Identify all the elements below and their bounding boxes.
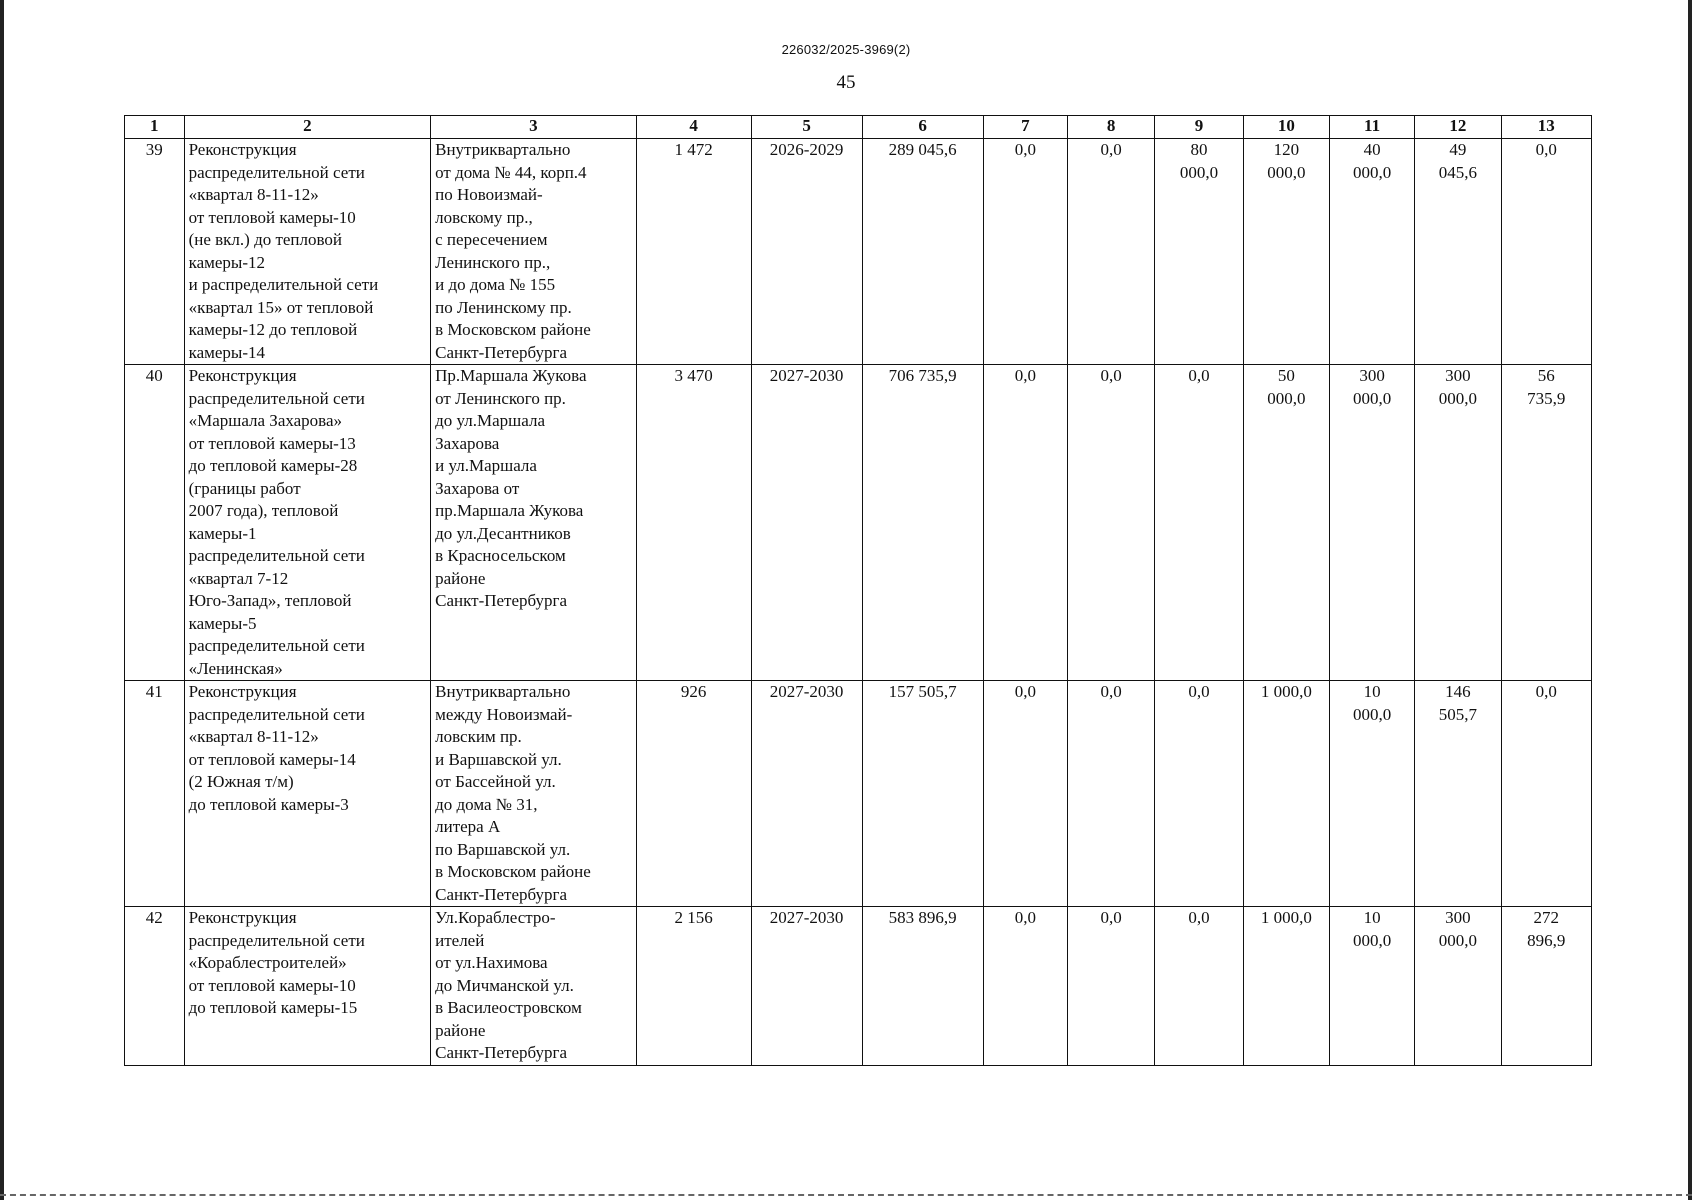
location-line: по Ленинскому пр. xyxy=(435,297,572,317)
object-name-line: 2007 года), тепловой xyxy=(188,501,339,520)
year-value-cell xyxy=(1243,681,1329,907)
location-line: Санкт-Петербурга xyxy=(435,884,568,904)
year-value-cell: 0,0 xyxy=(983,139,1067,365)
investment-program-table xyxy=(124,115,1592,1066)
period-value-cell: 2027-2030 xyxy=(751,681,862,907)
year-value-cell: 0,0 xyxy=(983,681,1067,907)
year-value-line: 000,0 xyxy=(1267,162,1306,182)
year-value-cell: 0,0 xyxy=(1068,365,1155,681)
object-name-line: «Ленинская» xyxy=(188,658,283,678)
year-value-line: 300 xyxy=(1445,908,1471,927)
year-value-line: 896,9 xyxy=(1527,930,1566,950)
object-name-line: (границы работ xyxy=(188,478,301,498)
location-line: в Московском районе xyxy=(435,862,591,881)
location-line: от Бассейной ул. xyxy=(435,772,556,791)
location-line: между Новоизмай- xyxy=(435,704,573,724)
column-header: 5 xyxy=(751,116,862,139)
object-name-line: Реконструкция xyxy=(188,140,297,159)
year-value-cell xyxy=(1243,907,1329,1066)
year-value-line: 1 000,0 xyxy=(1260,682,1312,701)
year-value-line: 10 xyxy=(1363,908,1381,927)
year-value-cell xyxy=(1155,907,1243,1066)
location-line: Захарова xyxy=(435,433,500,453)
location-line: до дома № 31, xyxy=(435,794,538,814)
year-value-line: 56 xyxy=(1537,366,1555,385)
year-value-cell xyxy=(1155,365,1243,681)
object-name-line: Реконструкция xyxy=(188,682,297,701)
location-line: районе xyxy=(435,568,486,588)
location-cell xyxy=(431,681,636,907)
year-value-line: 000,0 xyxy=(1267,388,1306,408)
location-line: Санкт-Петербурга xyxy=(435,342,568,362)
location-line: до Мичманской ул. xyxy=(435,975,574,995)
object-name-line: камеры-1 xyxy=(188,523,257,543)
row-number-cell: 41 xyxy=(125,681,185,907)
column-header: 6 xyxy=(862,116,983,139)
year-value-cell xyxy=(1329,365,1414,681)
location-line: и ул.Маршала xyxy=(435,456,537,475)
object-name-cell xyxy=(184,907,431,1066)
location-line: пр.Маршала Жукова xyxy=(435,501,584,520)
location-line: литера А xyxy=(435,817,501,836)
year-value-line: 272 xyxy=(1533,908,1559,927)
object-name-line: «квартал 7-12 xyxy=(188,568,289,588)
object-name-cell xyxy=(184,681,431,907)
year-value-line: 80 xyxy=(1190,140,1208,159)
year-value-line: 045,6 xyxy=(1438,162,1477,182)
length-value-cell: 3 470 xyxy=(636,365,751,681)
year-value-cell: 0,0 xyxy=(983,907,1067,1066)
column-number-row xyxy=(125,116,1592,139)
year-value-cell xyxy=(1501,365,1592,681)
object-name-line: «Кораблестроителей» xyxy=(188,953,347,972)
period-value-cell: 2026-2029 xyxy=(751,139,862,365)
object-name-line: камеры-14 xyxy=(188,342,266,362)
object-name-line: от тепловой камеры-13 xyxy=(188,433,356,453)
object-name-line: (2 Южная т/м) xyxy=(188,772,294,791)
location-line: Внутриквартально xyxy=(435,140,571,159)
year-value-cell xyxy=(1155,139,1243,365)
object-name-line: Реконструкция xyxy=(188,366,297,385)
location-line: до ул.Маршала xyxy=(435,411,545,430)
year-value-line: 1 000,0 xyxy=(1260,908,1312,927)
year-value-line: 0,0 xyxy=(1188,366,1210,385)
year-value-line: 40 xyxy=(1363,140,1381,159)
object-name-line: до тепловой камеры-15 xyxy=(188,998,358,1017)
year-value-cell xyxy=(1415,139,1501,365)
object-name-line: до тепловой камеры-28 xyxy=(188,456,358,475)
location-line: ловским пр. xyxy=(435,727,522,746)
object-name-cell xyxy=(184,365,431,681)
year-value-cell xyxy=(1415,907,1501,1066)
year-value-line: 735,9 xyxy=(1527,388,1566,408)
location-line: ловскому пр., xyxy=(435,207,533,227)
location-line: в Московском районе xyxy=(435,320,591,339)
location-line: Ленинского пр., xyxy=(435,252,551,272)
object-name-line: Юго-Запад», тепловой xyxy=(188,591,352,610)
length-value-cell: 926 xyxy=(636,681,751,907)
scan-edge-right xyxy=(1688,0,1692,1200)
column-header: 10 xyxy=(1243,116,1329,139)
year-value-cell: 0,0 xyxy=(1068,681,1155,907)
year-value-cell xyxy=(1329,681,1414,907)
page-number: 45 xyxy=(836,72,856,93)
table-row xyxy=(125,907,1592,1066)
year-value-line: 146 xyxy=(1445,682,1471,701)
year-value-cell xyxy=(1501,139,1592,365)
year-value-line: 120 xyxy=(1273,140,1300,159)
year-value-cell xyxy=(1155,681,1243,907)
object-name-line: камеры-5 xyxy=(188,613,257,633)
year-value-cell xyxy=(1243,365,1329,681)
column-header: 8 xyxy=(1068,116,1155,139)
location-line: Ул.Кораблестро- xyxy=(435,908,556,927)
location-line: до ул.Десантников xyxy=(435,523,571,543)
column-header: 2 xyxy=(184,116,431,139)
table-row xyxy=(125,365,1592,681)
location-line: и Варшавской ул. xyxy=(435,749,562,769)
object-name-line: Реконструкция xyxy=(188,908,297,927)
row-number-cell: 40 xyxy=(125,365,185,681)
object-name-line: камеры-12 до тепловой xyxy=(188,320,358,339)
location-line: с пересечением xyxy=(435,230,548,249)
location-line: по Варшавской ул. xyxy=(435,839,571,859)
document-number: 226032/2025-3969(2) xyxy=(781,42,911,57)
year-value-cell xyxy=(1501,681,1592,907)
column-header: 11 xyxy=(1329,116,1414,139)
year-value-line: 300 xyxy=(1359,366,1385,385)
year-value-line: 000,0 xyxy=(1352,930,1392,950)
total-cost-value-cell: 706 735,9 xyxy=(862,365,983,681)
year-value-line: 0,0 xyxy=(1188,908,1210,927)
object-name-line: от тепловой камеры-10 xyxy=(188,975,356,995)
object-name-line: «Маршала Захарова» xyxy=(188,411,343,430)
column-header: 12 xyxy=(1415,116,1501,139)
object-name-line: от тепловой камеры-14 xyxy=(188,749,356,769)
object-name-line: распределительной сети xyxy=(188,388,365,408)
row-number-cell: 39 xyxy=(125,139,185,365)
year-value-line: 000,0 xyxy=(1179,162,1219,182)
object-name-line: (не вкл.) до тепловой xyxy=(188,230,343,249)
object-name-line: «квартал 8-11-12» xyxy=(188,727,319,746)
total-cost-value-cell: 289 045,6 xyxy=(862,139,983,365)
location-line: Санкт-Петербурга xyxy=(435,591,568,610)
year-value-line: 50 xyxy=(1277,366,1295,385)
object-name-line: «квартал 8-11-12» xyxy=(188,185,319,204)
year-value-line: 000,0 xyxy=(1352,162,1392,182)
year-value-line: 49 xyxy=(1449,140,1467,159)
year-value-cell xyxy=(1329,139,1414,365)
table-row xyxy=(125,139,1592,365)
period-value-cell: 2027-2030 xyxy=(751,365,862,681)
total-cost-value-cell: 157 505,7 xyxy=(862,681,983,907)
year-value-cell: 0,0 xyxy=(1068,907,1155,1066)
column-header: 1 xyxy=(125,116,185,139)
total-cost-value-cell: 583 896,9 xyxy=(862,907,983,1066)
location-line: по Новоизмай- xyxy=(435,185,543,204)
year-value-line: 0,0 xyxy=(1535,140,1557,159)
length-value-cell: 1 472 xyxy=(636,139,751,365)
location-line: Внутриквартально xyxy=(435,682,571,701)
column-header: 4 xyxy=(636,116,751,139)
year-value-cell xyxy=(1501,907,1592,1066)
table-row xyxy=(125,681,1592,907)
year-value-line: 000,0 xyxy=(1352,388,1392,408)
year-value-cell xyxy=(1329,907,1414,1066)
year-value-line: 10 xyxy=(1363,682,1381,701)
object-name-line: и распределительной сети xyxy=(188,275,379,294)
location-line: Захарова от xyxy=(435,478,520,498)
object-name-line: распределительной сети xyxy=(188,636,365,655)
location-line: районе xyxy=(435,1020,486,1040)
object-name-line: до тепловой камеры-3 xyxy=(188,794,349,814)
object-name-cell xyxy=(184,139,431,365)
object-name-line: распределительной сети xyxy=(188,162,365,182)
period-value-cell: 2027-2030 xyxy=(751,907,862,1066)
location-line: от ул.Нахимова xyxy=(435,953,548,972)
scan-bottom-edge xyxy=(0,1194,1692,1196)
location-line: и до дома № 155 xyxy=(435,275,556,294)
year-value-line: 0,0 xyxy=(1188,682,1210,701)
year-value-cell xyxy=(1415,365,1501,681)
column-header: 3 xyxy=(431,116,636,139)
year-value-cell xyxy=(1243,139,1329,365)
object-name-line: «квартал 15» от тепловой xyxy=(188,297,374,317)
column-header: 9 xyxy=(1155,116,1243,139)
year-value-line: 300 xyxy=(1445,366,1471,385)
year-value-cell: 0,0 xyxy=(1068,139,1155,365)
location-line: Санкт-Петербурга xyxy=(435,1043,568,1062)
column-header: 7 xyxy=(983,116,1067,139)
row-number-cell: 42 xyxy=(125,907,185,1066)
year-value-line: 000,0 xyxy=(1438,930,1477,950)
location-cell xyxy=(431,365,636,681)
year-value-cell xyxy=(1415,681,1501,907)
location-cell xyxy=(431,139,636,365)
location-line: в Красносельском xyxy=(435,546,566,565)
column-header: 13 xyxy=(1501,116,1592,139)
location-line: от Ленинского пр. xyxy=(435,388,566,408)
year-value-line: 505,7 xyxy=(1438,704,1477,724)
object-name-line: от тепловой камеры-10 xyxy=(188,207,356,227)
location-line: от дома № 44, корп.4 xyxy=(435,162,587,182)
length-value-cell: 2 156 xyxy=(636,907,751,1066)
object-name-line: камеры-12 xyxy=(188,252,266,272)
object-name-line: распределительной сети xyxy=(188,930,365,950)
object-name-line: распределительной сети xyxy=(188,546,365,565)
year-value-cell: 0,0 xyxy=(983,365,1067,681)
location-cell xyxy=(431,907,636,1066)
location-line: ителей xyxy=(435,930,485,950)
year-value-line: 000,0 xyxy=(1438,388,1477,408)
scan-edge-left xyxy=(0,0,4,1200)
object-name-line: распределительной сети xyxy=(188,704,365,724)
year-value-line: 000,0 xyxy=(1352,704,1392,724)
location-line: Пр.Маршала Жукова xyxy=(435,366,587,385)
year-value-line: 0,0 xyxy=(1535,682,1557,701)
location-line: в Василеостровском xyxy=(435,998,582,1017)
